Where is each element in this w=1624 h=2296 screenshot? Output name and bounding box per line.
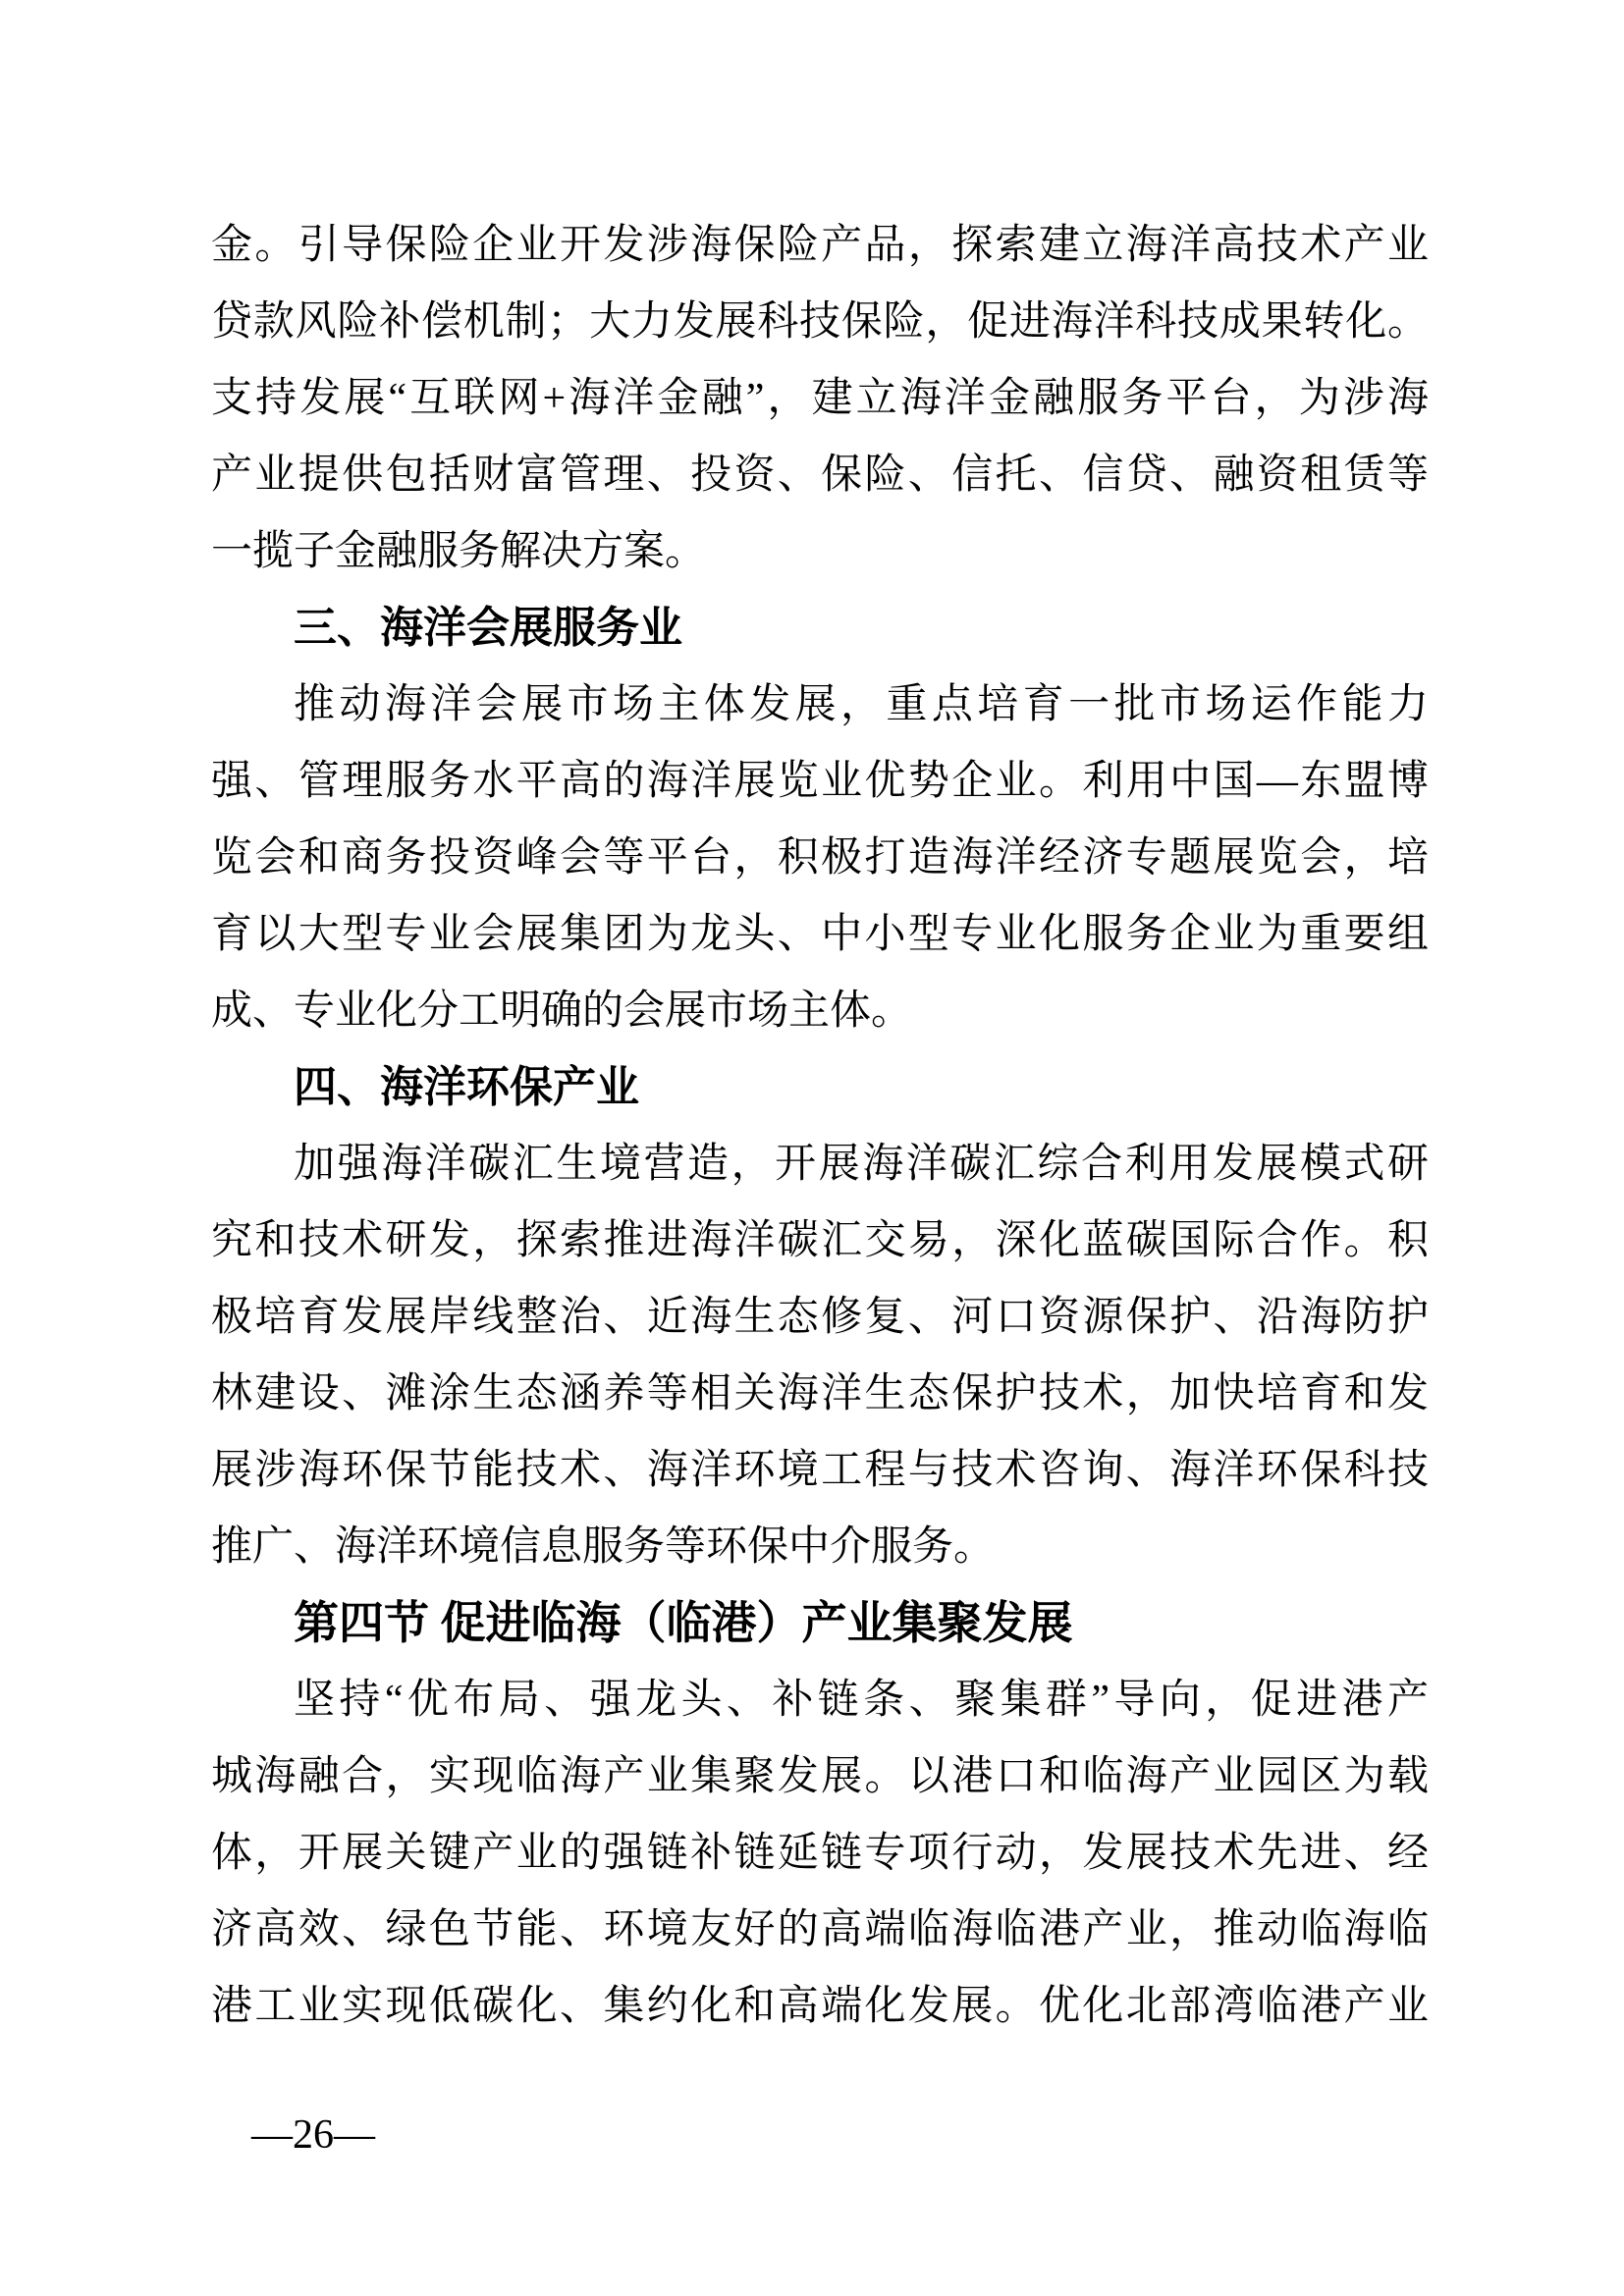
para-cluster-line-5: 港工业实现低碳化、集约化和高端化发展。优化北部湾临港产业 [211,1984,1429,2029]
heading-marine-exhibition-services: 三、海洋会展服务业 [294,604,682,652]
para-exhibition-line-3: 览会和商务投资峰会等平台，积极打造海洋经济专题展览会，培 [211,835,1429,881]
para-cluster-line-3: 体，开展关键产业的强链补链延链专项行动，发展技术先进、经 [211,1831,1429,1876]
section-heading-coastal-industry-cluster: 第四节 促进临海（临港）产业集聚发展 [294,1598,1073,1648]
para-environmental-line-3: 极培育发展岸线整治、近海生态修复、河口资源保护、沿海防护 [211,1295,1429,1340]
page-number: —26— [251,2112,375,2158]
para-environmental-line-6: 推广、海洋环境信息服务等环保中介服务。 [211,1524,996,1570]
para-finance-line-1: 金。引导保险企业开发涉海保险产品，探索建立海洋高技术产业 [211,223,1429,268]
para-finance-line-5: 一揽子金融服务解决方案。 [211,529,707,574]
para-environmental-line-5: 展涉海环保节能技术、海洋环境工程与技术咨询、海洋环保科技 [211,1448,1429,1493]
para-cluster-line-2: 城海融合，实现临海产业集聚发展。以港口和临海产业园区为载 [211,1754,1429,1799]
para-exhibition-line-1: 推动海洋会展市场主体发展，重点培育一批市场运作能力 [294,682,1429,727]
para-cluster-line-1: 坚持“优布局、强龙头、补链条、聚集群”导向，促进港产 [294,1678,1429,1723]
para-exhibition-line-4: 育以大型专业会展集团为龙头、中小型专业化服务企业为重要组 [211,912,1429,957]
para-exhibition-line-5: 成、专业化分工明确的会展市场主体。 [211,988,913,1034]
para-finance-line-3: 支持发展“互联网+海洋金融”，建立海洋金融服务平台，为涉海 [211,376,1429,421]
para-cluster-line-4: 济高效、绿色节能、环境友好的高端临海临港产业，推动临海临 [211,1907,1429,1952]
para-environmental-line-4: 林建设、滩涂生态涵养等相关海洋生态保护技术，加快培育和发 [211,1371,1429,1416]
para-finance-line-4: 产业提供包括财富管理、投资、保险、信托、信贷、融资租赁等 [211,453,1429,498]
text-block [211,207,1429,2045]
heading-marine-environmental-industry: 四、海洋环保产业 [294,1063,639,1111]
para-finance-line-2: 贷款风险补偿机制；大力发展科技保险，促进海洋科技成果转化。 [211,299,1429,345]
para-exhibition-line-2: 强、管理服务水平高的海洋展览业优势企业。利用中国—东盟博 [211,759,1429,804]
para-environmental-line-1: 加强海洋碳汇生境营造，开展海洋碳汇综合利用发展模式研 [294,1142,1429,1187]
para-environmental-line-2: 究和技术研发，探索推进海洋碳汇交易，深化蓝碳国际合作。积 [211,1218,1429,1263]
